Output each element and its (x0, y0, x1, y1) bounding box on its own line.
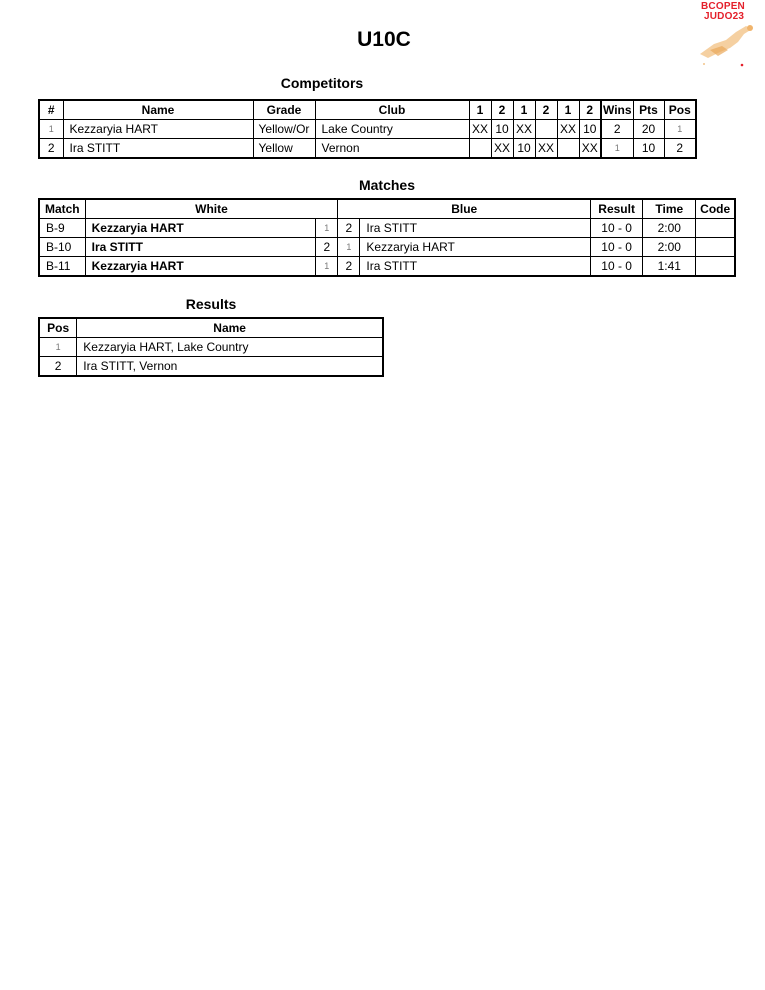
competitors-header-row (39, 100, 696, 120)
score-cell: 10 (513, 139, 535, 159)
white-number: 1 (316, 219, 338, 238)
results-header-row (39, 318, 383, 338)
header-blue: Blue (338, 199, 591, 219)
match-row (39, 238, 735, 257)
header-score-2a: 2 (491, 100, 513, 120)
match-id: B-10 (39, 238, 85, 257)
score-cell: 10 (491, 120, 513, 139)
result-name: Kezzaryia HART, Lake Country (77, 338, 383, 357)
header-score-1b: 1 (513, 100, 535, 120)
header-score-1c: 1 (557, 100, 579, 120)
competitor-position: 2 (664, 139, 696, 159)
competitor-name: Kezzaryia HART (63, 120, 253, 139)
header-time: Time (643, 199, 696, 219)
competitor-points: 20 (633, 120, 664, 139)
header-score-2c: 2 (579, 100, 601, 120)
score-cell: XX (513, 120, 535, 139)
match-id: B-9 (39, 219, 85, 238)
judoka-silhouette-icon (692, 20, 762, 70)
competitor-position: 1 (664, 120, 696, 139)
white-player: Kezzaryia HART (85, 219, 316, 238)
header-score-2b: 2 (535, 100, 557, 120)
white-number: 1 (316, 257, 338, 277)
competitor-wins: 1 (601, 139, 633, 159)
header-position: Pos (664, 100, 696, 120)
results-table (38, 317, 384, 377)
page-title: U10C (357, 28, 411, 51)
score-cell (535, 120, 557, 139)
match-time: 1:41 (643, 257, 696, 277)
match-row (39, 257, 735, 277)
header-code: Code (696, 199, 735, 219)
matches-table (38, 198, 736, 277)
match-code (696, 238, 735, 257)
match-result: 10 - 0 (591, 257, 643, 277)
competitor-grade: Yellow/Or (253, 120, 315, 139)
blue-player: Ira STITT (360, 219, 591, 238)
header-results-name: Name (77, 318, 383, 338)
header-match: Match (39, 199, 85, 219)
result-name: Ira STITT, Vernon (77, 357, 383, 377)
competitor-grade: Yellow (253, 139, 315, 159)
header-number: # (39, 100, 63, 120)
match-result: 10 - 0 (591, 219, 643, 238)
result-position: 2 (39, 357, 77, 377)
result-position: 1 (39, 338, 77, 357)
competitors-section-title: Competitors (280, 75, 364, 91)
score-cell: XX (469, 120, 491, 139)
blue-number: 2 (338, 257, 360, 277)
result-row (39, 357, 383, 377)
match-result: 10 - 0 (591, 238, 643, 257)
blue-player: Kezzaryia HART (360, 238, 591, 257)
score-cell (469, 139, 491, 159)
match-row (39, 219, 735, 238)
competitor-club: Vernon (315, 139, 469, 159)
match-time: 2:00 (643, 219, 696, 238)
score-cell: XX (579, 139, 601, 159)
header-results-position: Pos (39, 318, 77, 338)
header-white: White (85, 199, 338, 219)
results-section-title: Results (185, 296, 237, 312)
competitor-number: 2 (39, 139, 63, 159)
header-result: Result (591, 199, 643, 219)
competitor-row (39, 139, 696, 159)
logo-text-line2: JUDO23 (704, 11, 745, 22)
blue-number: 2 (338, 219, 360, 238)
bc-open-judo-logo (692, 2, 762, 70)
competitor-points: 10 (633, 139, 664, 159)
header-club: Club (315, 100, 469, 120)
white-number: 2 (316, 238, 338, 257)
header-wins: Wins (601, 100, 633, 120)
blue-number: 1 (338, 238, 360, 257)
match-id: B-11 (39, 257, 85, 277)
score-cell: XX (491, 139, 513, 159)
competitors-table (38, 99, 697, 159)
result-row (39, 338, 383, 357)
match-time: 2:00 (643, 238, 696, 257)
competitor-row (39, 120, 696, 139)
match-code (696, 257, 735, 277)
competitor-number: 1 (39, 120, 63, 139)
score-cell: XX (535, 139, 557, 159)
competitor-wins: 2 (601, 120, 633, 139)
competitor-club: Lake Country (315, 120, 469, 139)
matches-header-row (39, 199, 735, 219)
white-player: Ira STITT (85, 238, 316, 257)
header-name: Name (63, 100, 253, 120)
competitor-name: Ira STITT (63, 139, 253, 159)
blue-player: Ira STITT (360, 257, 591, 277)
matches-section-title: Matches (358, 177, 416, 193)
white-player: Kezzaryia HART (85, 257, 316, 277)
logo-text-line1: BCOPEN (701, 1, 745, 12)
score-cell (557, 139, 579, 159)
score-cell: XX (557, 120, 579, 139)
header-score-1a: 1 (469, 100, 491, 120)
match-code (696, 219, 735, 238)
score-cell: 10 (579, 120, 601, 139)
header-points: Pts (633, 100, 664, 120)
header-grade: Grade (253, 100, 315, 120)
